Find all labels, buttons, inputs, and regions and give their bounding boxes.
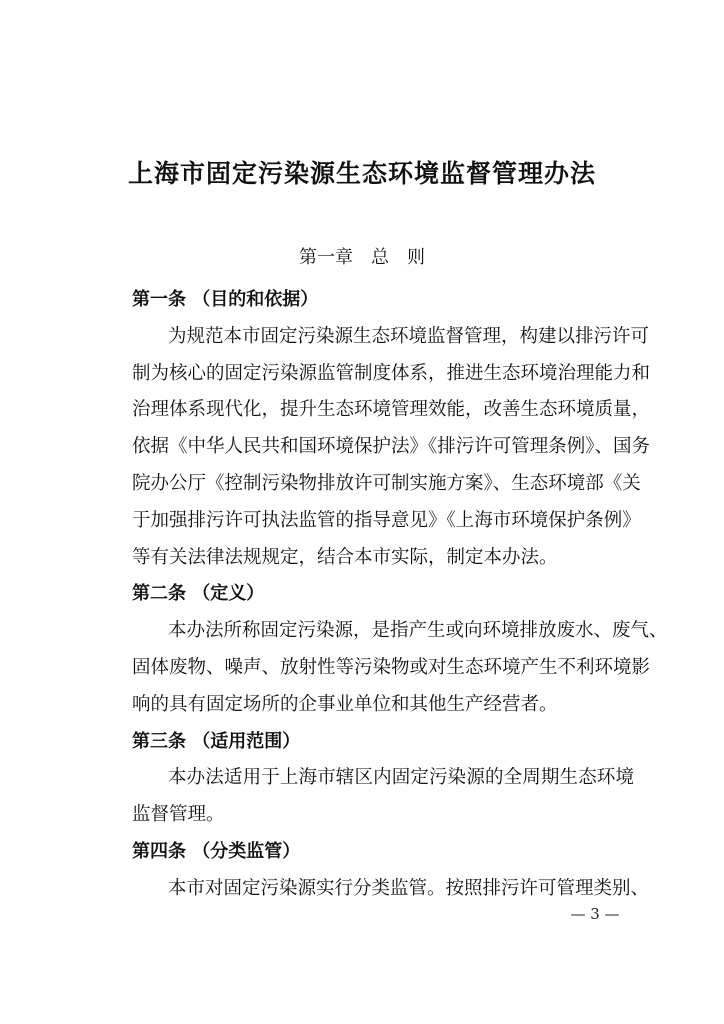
article-paragraph-4 (96, 871, 650, 908)
article-heading-3: 第三条 （适用范围） (132, 730, 301, 752)
paragraph-line: 为规范本市固定污染源生态环境监督管理，构建以排污许可 (168, 325, 650, 347)
paragraph-line: 制为核心的固定污染源监管制度体系，推进生态环境治理能力和 (132, 362, 651, 384)
paragraph-line: 等有关法律法规规定，结合本市实际，制定本办法。 (132, 546, 558, 568)
page-number: — 3 — (570, 905, 620, 923)
paragraph-line: 依据《中华人民共和国环境保护法》《排污许可管理条例》、国务 (132, 436, 651, 458)
paragraph-line: 固体废物、噪声、放射性等污染物或对生态环境产生不利环境影 (132, 656, 651, 678)
paragraph-line: 治理体系现代化，提升生态环境管理效能，改善生态环境质量， (132, 399, 651, 421)
paragraph-line: 本办法所称固定污染源，是指产生或向环境排放废水、废气、 (168, 620, 668, 642)
paragraph-line: 本市对固定污染源实行分类监管。按照排污许可管理类别、 (168, 877, 650, 899)
paragraph-line: 于加强排污许可执法监管的指导意见》《上海市环境保护条例》 (132, 509, 641, 531)
document-title: 上海市固定污染源生态环境监督管理办法 (127, 159, 596, 188)
document-body (96, 282, 668, 908)
article-heading-2: 第二条 （定义） (132, 583, 265, 605)
article-heading-4: 第四条 （分类监管） (132, 840, 301, 862)
article-paragraph-3 (96, 760, 634, 834)
paragraph-line: 本办法适用于上海市辖区内固定污染源的全周期生态环境 (168, 767, 634, 789)
paragraph-line: 响的具有固定场所的企事业单位和其他生产经营者。 (132, 693, 558, 715)
article-paragraph-2 (96, 613, 668, 723)
article-heading-1: 第一条 （目的和依据） (132, 289, 319, 310)
paragraph-line: 监督管理。 (132, 804, 225, 826)
chapter-title: 第一章 总 则 (299, 247, 425, 268)
paragraph-line: 院办公厅《控制污染物排放许可制实施方案》、生态环境部《关 (132, 472, 641, 494)
article-paragraph-1 (96, 319, 651, 577)
